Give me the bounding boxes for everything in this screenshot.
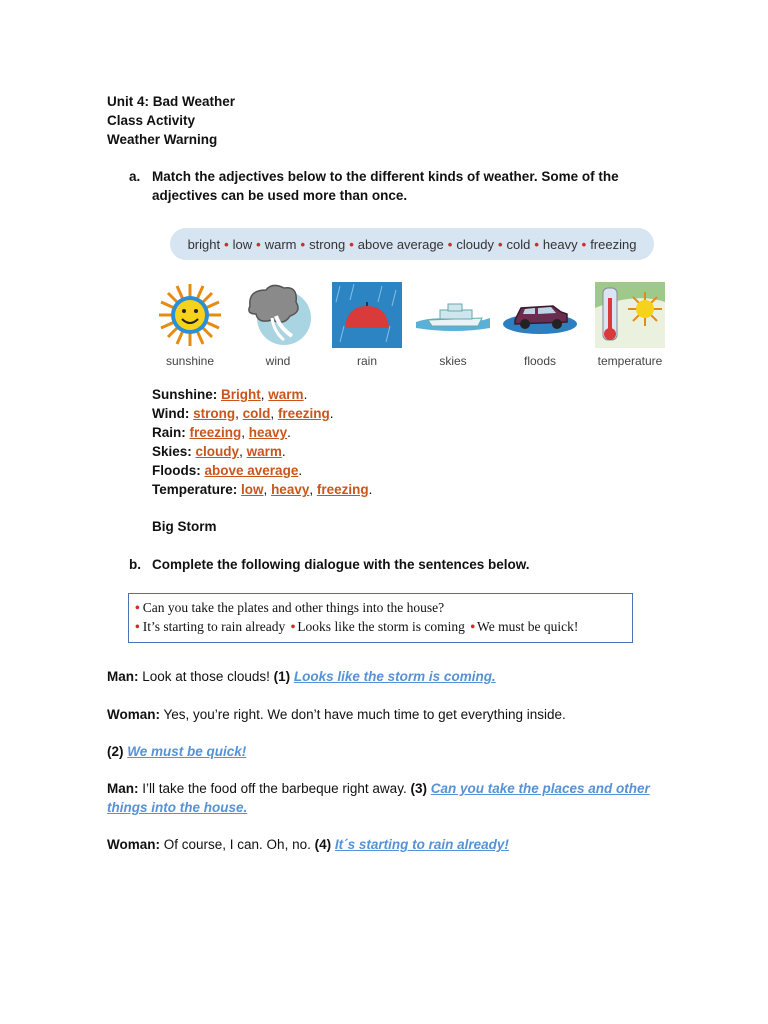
- caption-rain: rain: [356, 354, 377, 368]
- picture-rain: [327, 282, 407, 368]
- picture-floods: [500, 282, 580, 368]
- word: above average: [357, 236, 444, 252]
- picture-wind: [238, 282, 318, 368]
- word: warm: [264, 236, 297, 252]
- caption-floods: floods: [523, 354, 557, 368]
- weather-pictures: [150, 282, 680, 372]
- task-a-instruction: a. Match the adjectives below to the different kinds of weather. Some of the adjectives can be used more than once.: [129, 169, 619, 203]
- word: freezing: [590, 236, 637, 252]
- caption-skies: skies: [439, 354, 467, 368]
- sentence-line: • Can you take the plates and other things into the house?: [135, 600, 445, 615]
- answer-wind: Wind: strong, cold, freezing.: [152, 406, 334, 421]
- word: cloudy: [456, 236, 494, 252]
- sentence-line: • It’s starting to rain already • Looks like the storm is coming • We must be quick!: [135, 619, 579, 634]
- word: heavy: [542, 236, 578, 252]
- answer-1: Looks like the storm is coming.: [293, 669, 496, 684]
- ship-icon: [414, 282, 492, 348]
- word: low: [232, 236, 253, 252]
- thermometer-icon: [595, 282, 665, 348]
- unit-title: Unit 4: Bad Weather: [107, 94, 236, 109]
- caption-wind: wind: [265, 354, 291, 368]
- sentence-box: [128, 593, 633, 643]
- answer-2: We must be quick!: [127, 744, 247, 759]
- dialogue-line-1: Man: Look at those clouds! (1) Looks like the storm is coming.: [107, 669, 496, 684]
- picture-sunshine: [150, 282, 230, 368]
- answer-temperature: Temperature: low, heavy, freezing.: [152, 482, 373, 497]
- umbrella-rain-icon: [332, 282, 402, 348]
- dialogue-line-5: Woman: Of course, I can. Oh, no. (4) It´s starting to rain already!: [107, 837, 509, 852]
- picture-skies: [413, 282, 493, 368]
- answer-4: It´s starting to rain already!: [334, 837, 509, 852]
- caption-sunshine: sunshine: [165, 354, 215, 368]
- word: bright: [187, 236, 221, 252]
- word: strong: [309, 236, 346, 252]
- dialogue-line-4: Man: I’ll take the food off the barbeque right away. (3) Can you take the places and other things into the house.: [107, 781, 650, 815]
- word: cold: [506, 236, 531, 252]
- flooded-car-icon: [501, 282, 579, 348]
- activity-title: Class Activity: [107, 113, 196, 128]
- task-b-instruction: b. Complete the following dialogue with the sentences below.: [129, 557, 530, 572]
- dialogue-line-3: (2) We must be quick!: [107, 744, 247, 759]
- answer-floods: Floods: above average.: [152, 463, 303, 478]
- warning-title: Weather Warning: [107, 132, 218, 147]
- wind-cloud-icon: [240, 282, 316, 348]
- answer-rain: Rain: freezing, heavy.: [152, 425, 291, 440]
- big-storm-heading: Big Storm: [152, 519, 217, 534]
- adjective-word-box: bright • low • warm • strong • above average • cloudy • cold • heavy • freezing: [170, 228, 654, 260]
- task-b-label: b.: [129, 557, 141, 572]
- answer-3: Can you take the places and other things into the house.: [107, 781, 650, 815]
- answer-sunshine: Sunshine: Bright, warm.: [152, 387, 308, 402]
- caption-temperature: temperature: [597, 354, 663, 368]
- task-a-label: a.: [129, 169, 141, 184]
- sun-icon: [155, 282, 225, 348]
- answer-skies: Skies: cloudy, warm.: [152, 444, 286, 459]
- picture-temperature: [590, 282, 670, 368]
- dialogue-line-2: Woman: Yes, you’re right. We don’t have much time to get everything inside.: [107, 707, 566, 722]
